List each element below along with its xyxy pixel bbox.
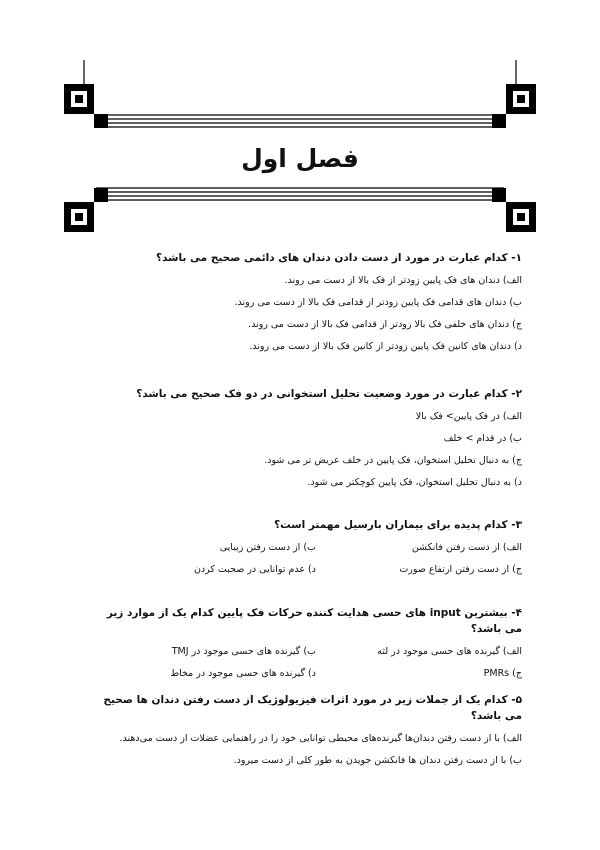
question-3-title: ۳- کدام پدیده برای بیماران بارسیل مهمتر است؟ bbox=[274, 519, 522, 531]
question-4 bbox=[100, 605, 522, 681]
question-3-option-c: ج) از دست رفتن ارتفاع صورت bbox=[399, 564, 522, 575]
question-3-options-row-1 bbox=[100, 540, 522, 555]
question-4-option-d: د) گیرنده های حسی موجود در مخاط bbox=[170, 668, 316, 679]
ornament-bottom-right bbox=[492, 188, 536, 232]
question-4-options-row-2 bbox=[100, 666, 522, 681]
question-2-option-d: د) به دنبال تحلیل استخوان، فک پایین کوچکتر می شود. bbox=[307, 477, 522, 488]
question-5 bbox=[100, 692, 522, 768]
question-1-option-d: د) دندان های کانین فک پایین زودتر از کانین فک بالا از دست می روند. bbox=[249, 341, 522, 352]
question-1-option-c: ج) دندان های خلفی فک بالا زودتر از قدامی فک بالا از دست می روند. bbox=[248, 319, 522, 330]
question-5-title: ۵- کدام یک از جملات زیر در مورد اثرات فیزیولوژیک از دست رفتن دندان ها صحیح می باشد؟ bbox=[103, 694, 522, 722]
question-1-option-a: الف) دندان های فک پایین زودتر از فک بالا از دست می روند. bbox=[284, 275, 522, 286]
ornament-top-left bbox=[64, 84, 108, 128]
question-5-option-a: الف) با از دست رفتن دندان‌ها گیرنده‌های محیطی توانایی خود را در راهنمایی عضلات از دست می‌دهند. bbox=[119, 733, 522, 744]
question-3 bbox=[100, 517, 522, 577]
question-1 bbox=[100, 250, 522, 354]
question-4-option-a: الف) گیرنده های حسی موجود در لثه bbox=[377, 646, 522, 657]
ornament-bottom-left bbox=[64, 188, 108, 232]
question-1-option-b: ب) دندان های قدامی فک پایین زودتر از قدامی فک بالا از دست می روند. bbox=[234, 297, 522, 308]
question-3-option-b: ب) از دست رفتن زیبایی bbox=[219, 542, 316, 553]
question-5-option-b: ب) با از دست رفتن دندان ها فانکشن جویدن به طور کلی از دست میرود. bbox=[233, 755, 522, 766]
question-2-option-a: الف) در فک پایین> فک بالا bbox=[415, 411, 522, 422]
frame-top-lines bbox=[96, 115, 504, 127]
question-2-option-c: ج) به دنبال تحلیل استخوان، فک پایین در خلف عریض تر می شود. bbox=[264, 455, 522, 466]
question-2 bbox=[100, 386, 522, 490]
ornament-top-right bbox=[492, 84, 536, 128]
question-4-title: ۴- بیشترین input های حسی هدایت کننده حرکات فک پایین کدام یک از موارد زیر می باشد؟ bbox=[106, 607, 522, 635]
chapter-title: فصل اول bbox=[241, 144, 359, 173]
question-2-option-b: ب) در قدام > خلف bbox=[443, 433, 522, 444]
question-3-options-row-2 bbox=[100, 562, 522, 577]
question-3-option-a: الف) از دست رفتن فانکشن bbox=[411, 542, 522, 553]
frame-bottom-lines bbox=[96, 188, 504, 200]
question-4-option-c: ج) PMRs bbox=[483, 668, 522, 679]
question-3-option-d: د) عدم توانایی در صحبت کردن bbox=[193, 564, 316, 575]
question-1-title: ۱- کدام عبارت در مورد از دست دادن دندان های دائمی صحیح می باشد؟ bbox=[156, 252, 522, 264]
question-4-option-b: ب) گیرنده های حسی موجود در TMJ bbox=[171, 646, 316, 657]
question-2-title: ۲- کدام عبارت در مورد وضعیت تحلیل استخوانی در دو فک صحیح می باشد؟ bbox=[136, 388, 522, 400]
question-4-options-row-1 bbox=[100, 644, 522, 659]
